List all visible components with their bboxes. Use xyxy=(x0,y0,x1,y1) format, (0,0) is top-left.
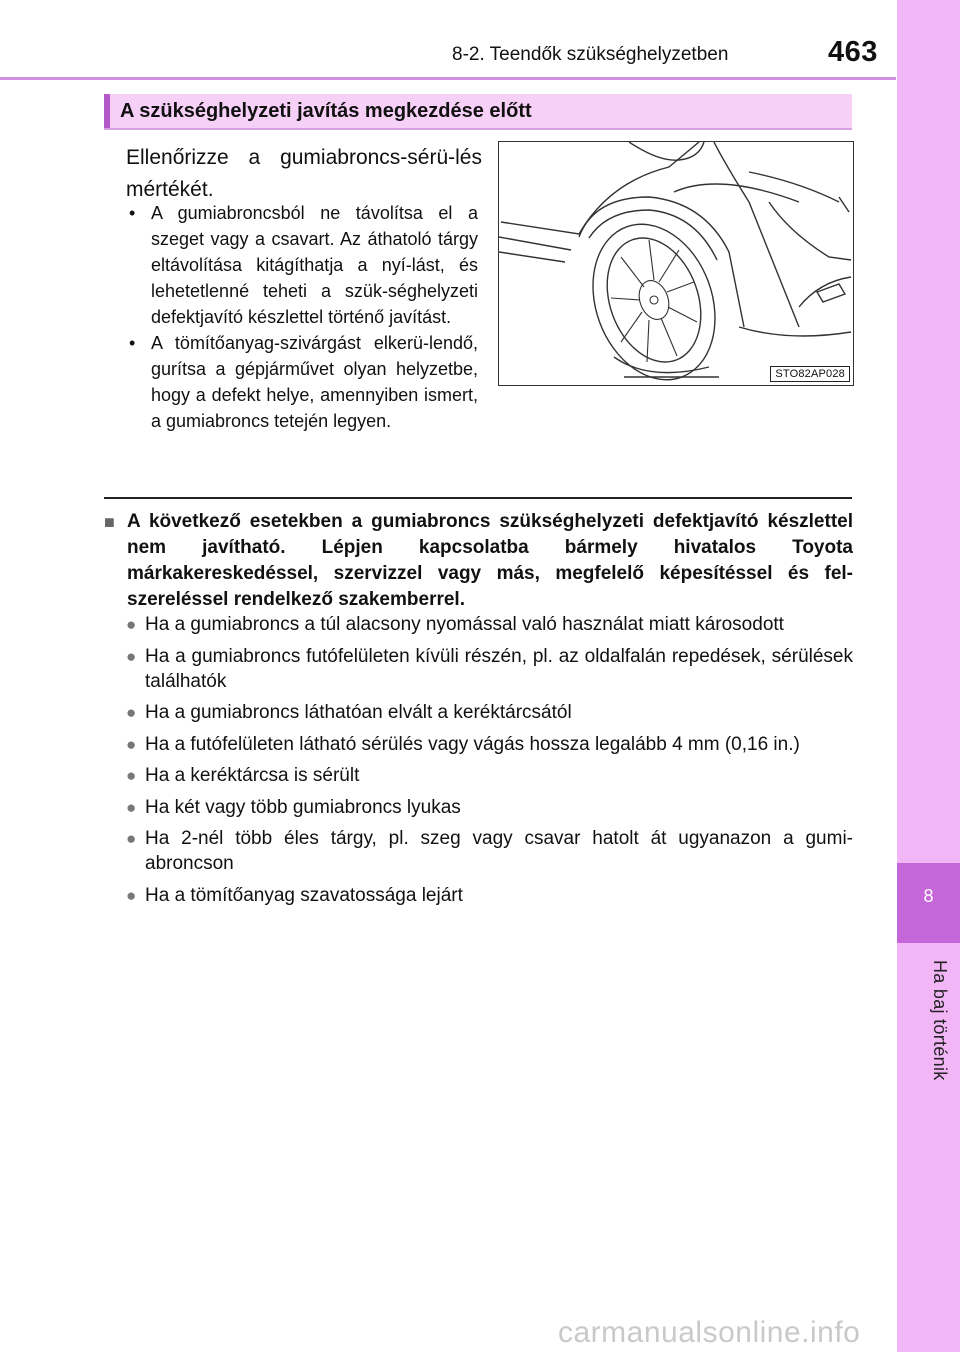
list-item xyxy=(126,795,853,820)
bullet-item xyxy=(126,330,478,434)
figure-code: STO82AP028 xyxy=(770,366,850,382)
list-item-text: Ha a tömítőanyag szavatossága lejárt xyxy=(145,884,463,906)
circle-bullet-icon: ● xyxy=(126,797,137,817)
list-item xyxy=(126,826,853,876)
section-banner: A szükséghelyzeti javítás megkezdése előtt xyxy=(104,94,852,128)
bullet-text: A tömítőanyag-szivárgást elkerü-lendő, gurítsa a gépjárművet olyan helyzetbe, hogy a defekt helye, amennyiben ismert, a gumiabroncs tetején legyen. xyxy=(151,333,478,431)
list-item xyxy=(126,612,853,637)
list-item-text: Ha a gumiabroncs a túl alacsony nyomással való használat miatt károsodott xyxy=(145,614,784,635)
watermark: carmanualsonline.info xyxy=(558,1316,861,1349)
circle-bullet-icon: ● xyxy=(126,734,137,754)
bullet-text: A gumiabroncsból ne távolítsa el a szeget vagy a csavart. Az áthatoló tárgy eltávolítása kitágíthatja a nyí-lást, és lehetetlenné teheti a szük-séghelyzeti defektjavító készlettel történő javítást. xyxy=(151,203,478,327)
circle-bullet-icon: ● xyxy=(126,646,137,666)
tire-figure xyxy=(498,141,854,386)
bullet-mark: • xyxy=(129,203,136,223)
list-item xyxy=(126,644,853,694)
bullet-list xyxy=(126,200,478,434)
circle-bullet-icon: ● xyxy=(126,766,137,785)
header-rule xyxy=(0,77,896,80)
square-bullet-icon: ■ xyxy=(104,512,115,532)
section-title: 8-2. Teendők szükséghelyzetben xyxy=(452,44,729,65)
circle-bullet-icon: ● xyxy=(126,829,137,848)
condition-list xyxy=(126,612,853,914)
warning-heading-text: A következő esetekben a gumiabroncs szükséghelyzeti defektjavító készlettel nem javítható. Lépjen kapcsolatba bármely hivatalos Toyota márkakereskedéssel, szervizzel vagy más, megfelelő képesítéssel és fel-szereléssel rendelkező szakemberrel. xyxy=(127,511,853,610)
list-item-text: Ha a futófelületen látható sérülés vagy vágás hossza legalább 4 mm (0,16 in.) xyxy=(145,733,800,755)
list-item-text: Ha 2-nél több éles tárgy, pl. szeg vagy csavar hatolt át ugyanazon a gumi-abroncson xyxy=(145,828,853,874)
list-item-text: Ha a gumiabroncs futófelületen kívüli részén, pl. az oldalfalán repedések, sérülések találhatók xyxy=(145,645,853,692)
car-wheel-illustration xyxy=(499,142,852,384)
chapter-title-tab: Ha baj történik xyxy=(930,960,950,1081)
chapter-number-tab: 8 xyxy=(897,863,960,943)
circle-bullet-icon: ● xyxy=(126,885,137,905)
warning-heading xyxy=(104,509,853,613)
list-item xyxy=(126,763,853,788)
bullet-item xyxy=(126,200,478,330)
list-item-text: Ha a keréktárcsa is sérült xyxy=(145,765,360,786)
bullet-mark: • xyxy=(129,333,136,353)
chapter-side-tab xyxy=(897,0,960,1352)
circle-bullet-icon: ● xyxy=(126,615,137,634)
banner-underline xyxy=(104,128,852,130)
section-divider xyxy=(104,497,852,499)
intro-text: Ellenőrizze a gumiabroncs-sérü-lés mértékét. xyxy=(126,146,482,201)
list-item-text: Ha két vagy több gumiabroncs lyukas xyxy=(145,796,461,818)
list-item xyxy=(126,700,853,725)
page-number: 463 xyxy=(828,36,878,68)
list-item-text: Ha a gumiabroncs láthatóan elvált a keréktárcsától xyxy=(145,702,572,723)
list-item xyxy=(126,732,853,757)
circle-bullet-icon: ● xyxy=(126,703,137,722)
list-item xyxy=(126,883,853,908)
